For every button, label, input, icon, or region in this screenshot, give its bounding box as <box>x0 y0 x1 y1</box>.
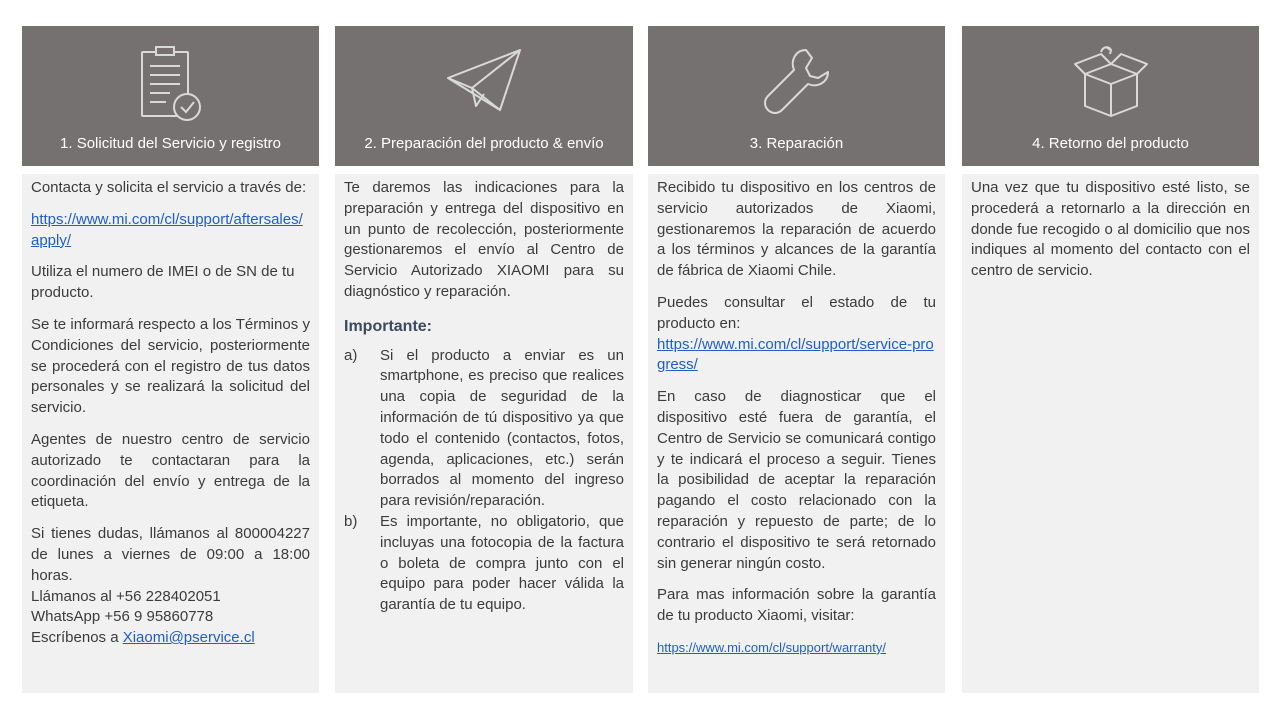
step-column-3 <box>648 26 945 693</box>
step-header-4 <box>962 26 1259 166</box>
step-header-1 <box>22 26 319 166</box>
step3-intro: Recibido tu dispositivo en los centros de servicio autorizados de Xiaomi, gestionaremos la reparación de acuerdo a los términos y alcances de la garantía de fábrica de Xiaomi Chile. <box>657 179 936 280</box>
step1-phone-text: Llámanos al +56 228402051 <box>31 587 221 605</box>
step-body-1 <box>22 174 319 693</box>
step1-imei-text: Utiliza el numero de IMEI o de SN de tu producto. <box>31 263 295 302</box>
aftersales-apply-link[interactable]: https://www.mi.com/cl/support/aftersales/apply/ <box>31 210 303 249</box>
step1-help-text: Si tienes dudas, llámanos al 800004227 de lunes a viernes de 09:00 a 18:00 horas. <box>31 525 310 584</box>
step-body-4 <box>962 174 1259 693</box>
warranty-link[interactable]: https://www.mi.com/cl/support/warranty/ <box>657 639 887 655</box>
step1-email-line <box>31 628 310 649</box>
step-title-1: 1. Solicitud del Servicio y registro <box>60 135 281 152</box>
service-progress-link[interactable]: https://www.mi.com/cl/support/service-progress/ <box>657 335 934 374</box>
list-marker: a) <box>344 346 358 364</box>
open-box-icon <box>1071 44 1151 125</box>
step-header-3 <box>648 26 945 166</box>
email-link[interactable]: Xiaomi@pservice.cl <box>122 629 255 647</box>
step1-intro: Contacta y solicita el servicio a través de: <box>31 179 307 196</box>
step2-intro: Te daremos las indicaciones para la preparación y entrega del dispositivo en un punto de recolección, posteriormente gestionaremos el envío al Centro de Servicio Autorizado XIAOMI para su diagnóstico y reparación. <box>344 179 624 300</box>
step-column-1 <box>22 26 319 693</box>
step-column-4 <box>962 26 1259 693</box>
step1-agents-text: Agentes de nuestro centro de servicio autorizado te contactaran para la coordinación del envío y entrega de la etiqueta. <box>31 430 310 511</box>
clipboard-check-icon <box>138 44 204 129</box>
email-prefix: Escríbenos a <box>31 629 123 647</box>
step3-status-text: Puedes consultar el estado de tu producto en: <box>657 293 936 332</box>
paper-plane-icon <box>444 44 524 121</box>
step-header-2 <box>335 26 633 166</box>
wrench-icon <box>760 44 834 123</box>
list-text: Es importante, no obligatorio, que incluyas una fotocopia de la factura o boleta de compra junto con el equipo para poder hacer válida la garantía de tu equipo. <box>380 512 624 614</box>
step3-info-text: Para mas información sobre la garantía de tu producto Xiaomi, visitar: <box>657 586 936 625</box>
list-item <box>344 512 624 616</box>
step1-whatsapp-text: WhatsApp +56 9 95860778 <box>31 608 214 626</box>
important-list <box>344 346 624 616</box>
list-item <box>344 346 624 512</box>
step-column-2 <box>335 26 633 693</box>
step-title-4: 4. Retorno del producto <box>1032 135 1189 152</box>
important-heading: Importante: <box>344 317 432 335</box>
step3-warranty-text: En caso de diagnosticar que el dispositivo esté fuera de garantía, el Centro de Servicio se comunicará contigo y te indicará el proceso a seguir. Tienes la posibilidad de aceptar la reparación pagando el costo relacionado con la reparación y repuesto de parte; de lo contrario el dispositivo te será retornado sin generar ningún costo. <box>657 388 936 572</box>
list-text: Si el producto a enviar es un smartphone, es preciso que realices una copia de seguridad de la información de tú dispositivo ya que todo el contenido (contactos, fotos, agenda, aplicaciones, etc.) serán borrados al momento del ingreso para revisión/reparación. <box>380 346 624 510</box>
step-title-3: 3. Reparación <box>749 135 844 152</box>
step1-terms-text: Se te informará respecto a los Términos y Condiciones del servicio, posteriormente se procederá con el registro de tus datos personales y se realizará la solicitud del servicio. <box>31 315 310 417</box>
step-body-3 <box>648 174 945 693</box>
step4-text: Una vez que tu dispositivo esté listo, se procederá a retornarlo a la dirección en donde fue recogido o al domicilio que nos indiques al momento del contacto con el centro de servicio. <box>971 179 1250 280</box>
step-title-2: 2. Preparación del producto & envío <box>364 135 604 152</box>
step-body-2 <box>335 174 633 693</box>
list-marker: b) <box>344 512 358 530</box>
